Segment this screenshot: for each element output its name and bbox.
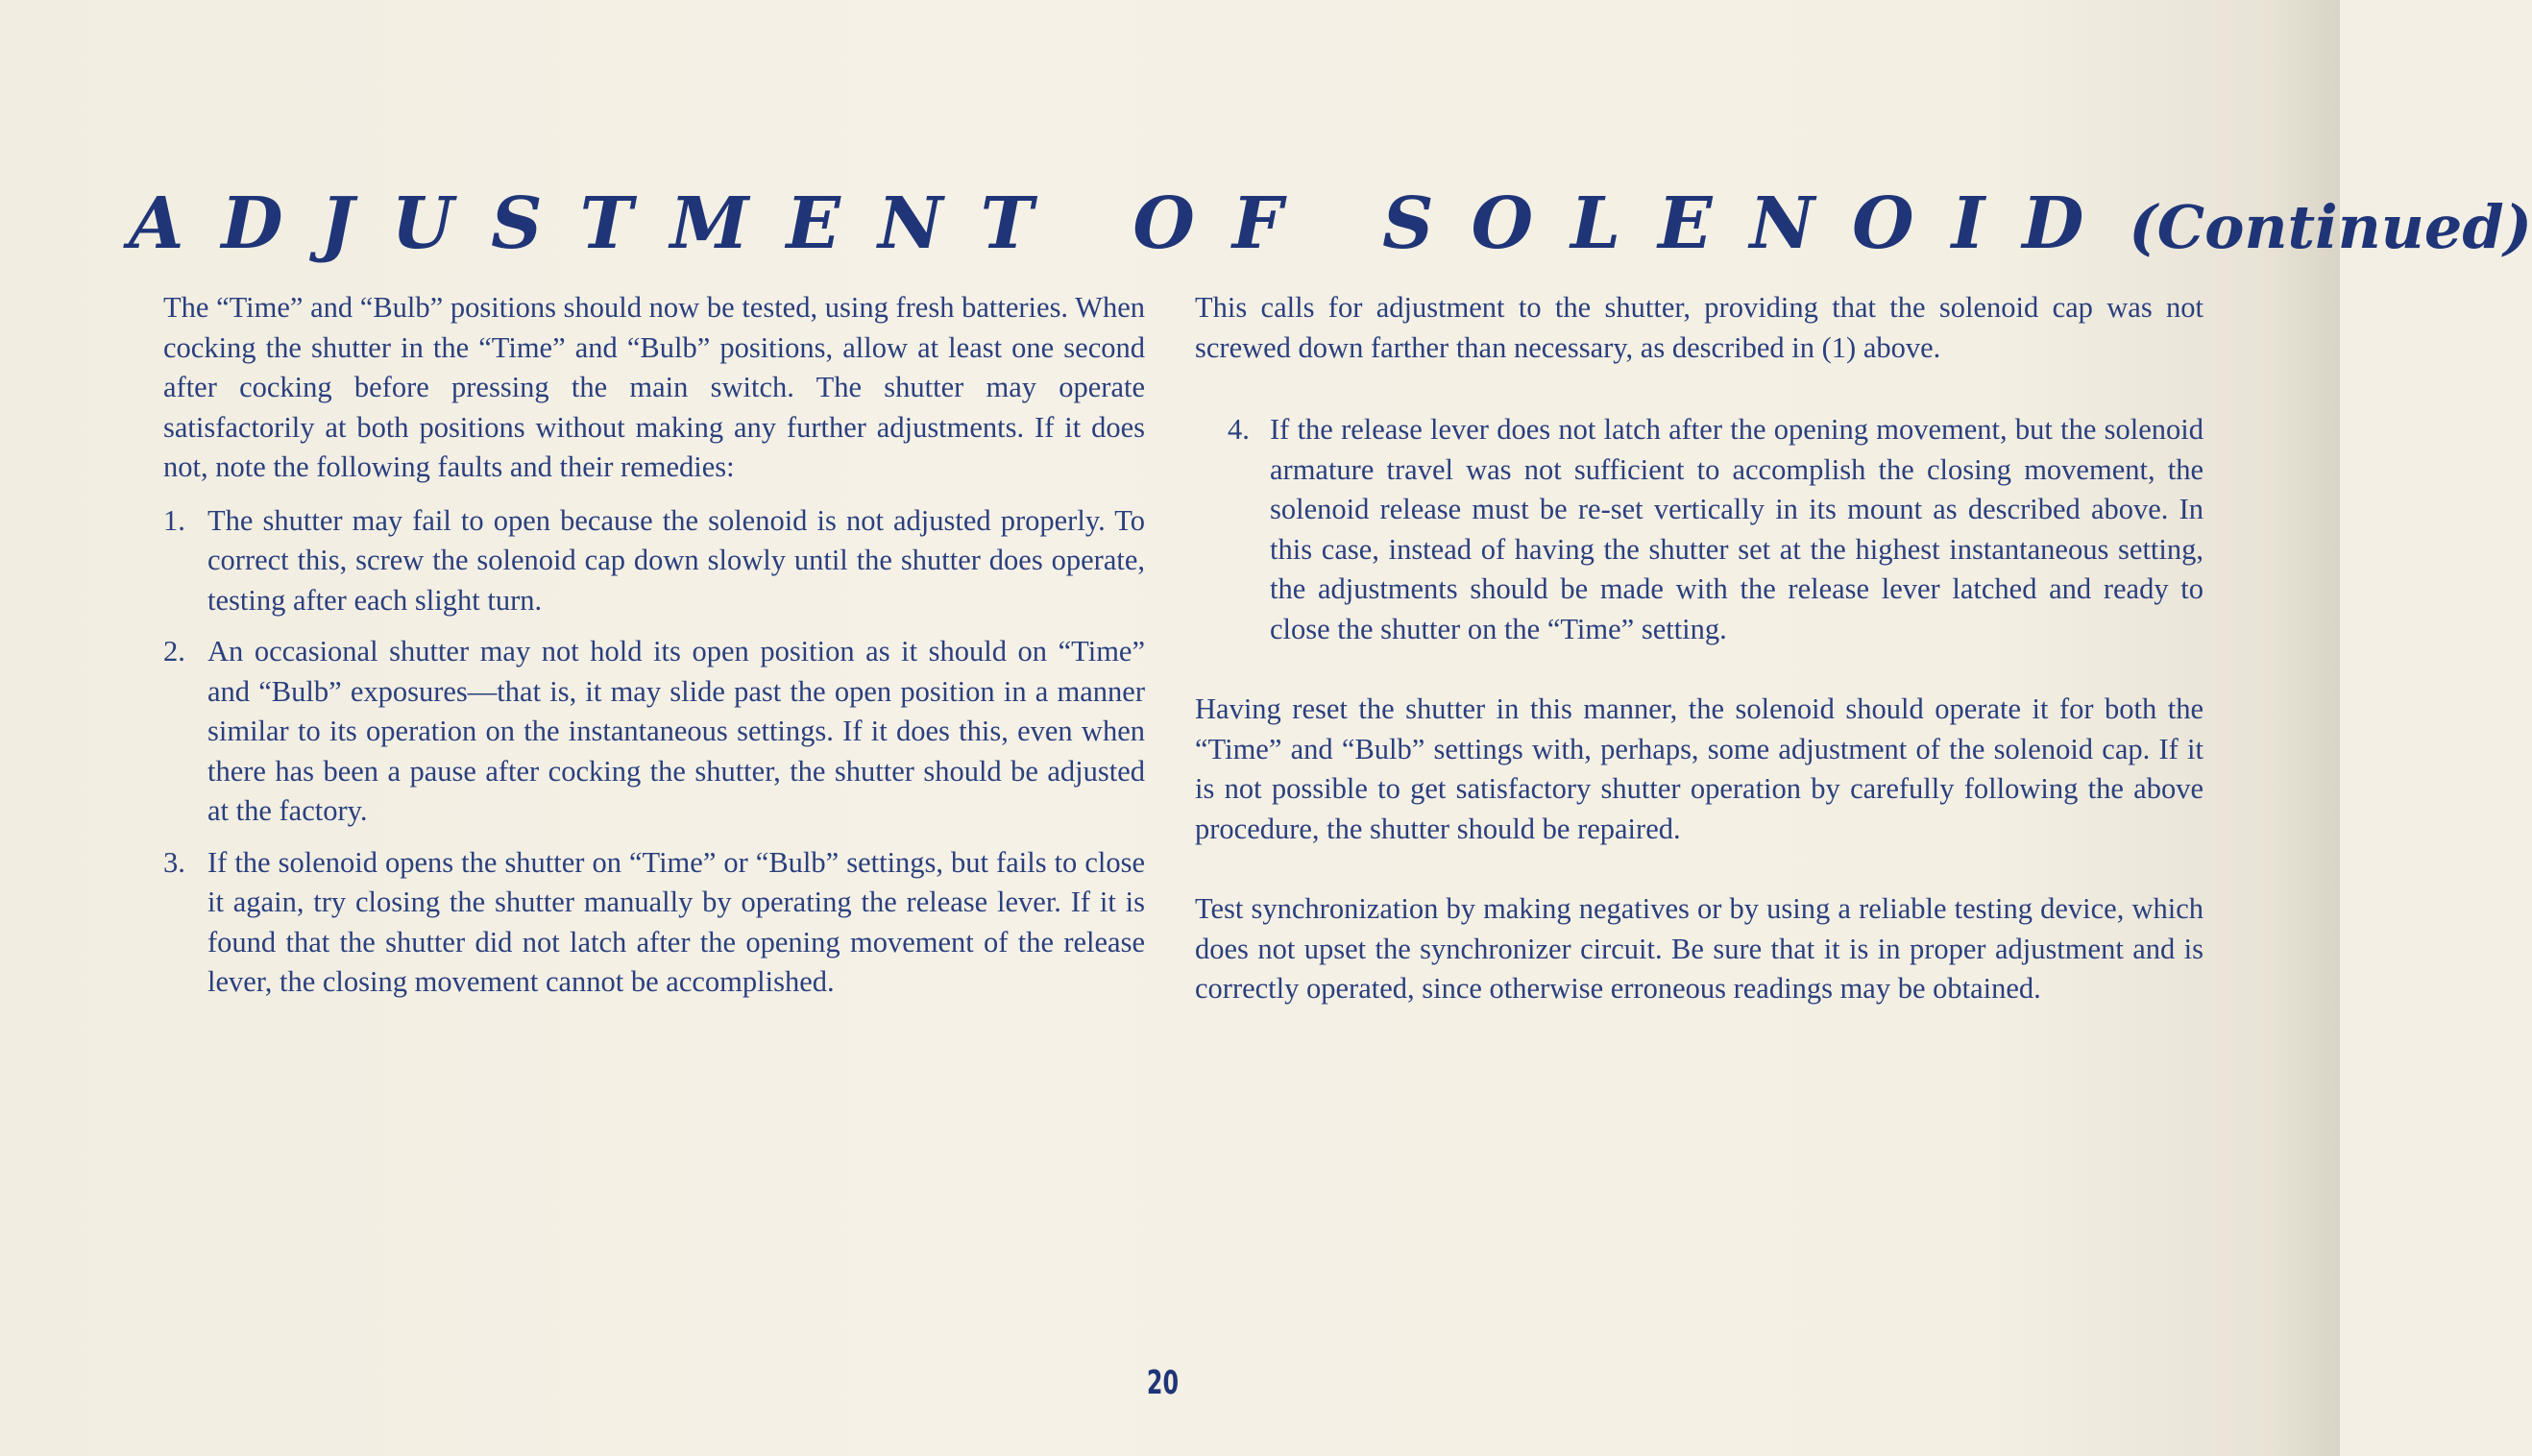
intro-paragraph: The “Time” and “Bulb” positions should now be tested, using fresh batteries. When cocking the shutter in the “Time” and “Bulb” positions, allow at least one second after cocking before pressing the main switch. The shutter may operate satisfactorily at both positions without making any further adjustments. If it does not, note the following faults and their remedies: <box>163 291 1145 483</box>
list-text: An occasional shutter may not hold its open position as it should on “Time” and “Bulb” exposures—that is, it may slide past the open position in a manner similar to its operation on the instantaneous settings. If it does this, even when there has been a pause after cocking the shutter, the shutter should be adjusted at the factory. <box>207 635 1145 827</box>
list-item-3 <box>163 843 1145 1003</box>
left-column <box>163 288 1145 1003</box>
list-number: 1. <box>163 503 185 537</box>
list-item-2 <box>163 632 1145 832</box>
page-number: 20 <box>1146 1364 1180 1402</box>
right-column <box>1195 288 2203 1009</box>
list-text: The shutter may fail to open because the solenoid is not adjusted properly. To correct this, screw the solenoid cap down slowly until the shutter does operate, testing after each slight turn. <box>207 503 1145 617</box>
list-text: If the solenoid opens the shutter on “Time” or “Bulb” settings, but fails to close it again, try closing the shutter manually by operating the release lever. If it is found that the shutter did not latch after the opening movement of the release lever, the closing movement cannot be accomplished. <box>207 845 1145 998</box>
reset-paragraph: Having reset the shutter in this manner, the solenoid should operate it for both the “Time” and “Bulb” settings with, perhaps, some adjustment of the solenoid cap. If it is not possible to get satisfactory shutter operation by carefully following the above procedure, the shutter should be repaired. <box>1195 692 2203 845</box>
list-number: 3. <box>163 845 185 879</box>
list-number: 2. <box>163 635 185 667</box>
title-suffix: (Continued) <box>2129 192 2532 262</box>
list-item-1 <box>163 501 1145 621</box>
continuation-paragraph: This calls for adjustment to the shutter, providing that the solenoid cap was not screwed down farther than necessary, as described in (1) above. <box>1195 291 2203 364</box>
list-text: If the release lever does not latch after the opening movement, but the solenoid armature travel was not sufficient to accomplish the closing movement, the solenoid release must be re-set vertically in its mount as described above. In this case, instead of having the shutter set at the highest instantaneous setting, the adjustments should be made with the release lever latched and ready to close the shutter on the “Time” setting. <box>1270 413 2203 645</box>
list-number: 4. <box>1228 413 1250 446</box>
page-title <box>129 181 2532 267</box>
synchronization-paragraph: Test synchronization by making negatives or by using a reliable testing device, which does not upset the synchronizer circuit. Be sure that it is in proper adjustment and is correctly operated, since otherwise erroneous readings may be obtained. <box>1195 892 2203 1005</box>
list-item-4 <box>1195 410 2203 649</box>
title-main: ADJUSTMENT OF SOLENOID <box>129 182 2122 265</box>
